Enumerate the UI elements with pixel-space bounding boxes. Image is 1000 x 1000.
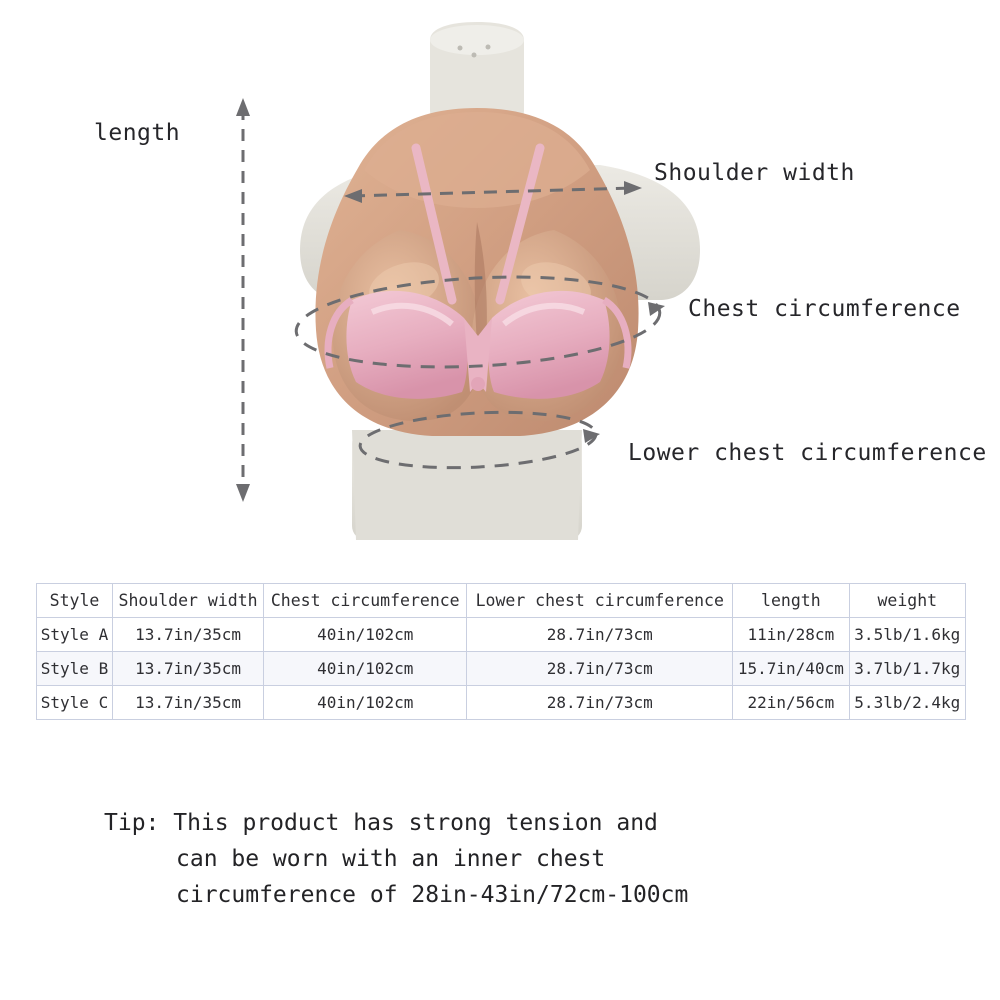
table-header-row (37, 584, 966, 618)
label-lower-chest-circumference: Lower chest circumference (628, 440, 987, 466)
column-header-lowerchest: Lower chest circumference (467, 584, 733, 618)
cell-shoulder: 13.7in/35cm (112, 652, 263, 686)
label-length: length (94, 120, 181, 146)
column-header-shoulder: Shoulder width (112, 584, 263, 618)
cell-lowerchest: 28.7in/73cm (467, 686, 733, 720)
table-row (37, 686, 966, 720)
table-row (37, 652, 966, 686)
cell-chest: 40in/102cm (264, 652, 467, 686)
cell-style: Style C (37, 686, 113, 720)
cell-length: 22in/56cm (733, 686, 849, 720)
cell-chest: 40in/102cm (264, 618, 467, 652)
column-header-style: Style (37, 584, 113, 618)
label-shoulder-width: Shoulder width (654, 160, 855, 186)
column-header-weight: weight (849, 584, 965, 618)
tip-line-3: circumference of 28in-43in/72cm-100cm (176, 882, 689, 908)
size-specification-table (36, 583, 966, 720)
table-row (37, 618, 966, 652)
cell-style: Style B (37, 652, 113, 686)
cell-weight: 3.5lb/1.6kg (849, 618, 965, 652)
cell-shoulder: 13.7in/35cm (112, 618, 263, 652)
label-chest-circumference: Chest circumference (688, 296, 961, 322)
cell-chest: 40in/102cm (264, 686, 467, 720)
cell-style: Style A (37, 618, 113, 652)
tip-line-1: Tip: This product has strong tension and (104, 810, 658, 836)
cell-lowerchest: 28.7in/73cm (467, 652, 733, 686)
tip-note (104, 805, 924, 913)
cell-length: 15.7in/40cm (733, 652, 849, 686)
cell-weight: 3.7lb/1.7kg (849, 652, 965, 686)
column-header-chest: Chest circumference (264, 584, 467, 618)
cell-lowerchest: 28.7in/73cm (467, 618, 733, 652)
cell-weight: 5.3lb/2.4kg (849, 686, 965, 720)
cell-length: 11in/28cm (733, 618, 849, 652)
length-measure-line (236, 98, 250, 502)
column-header-length: length (733, 584, 849, 618)
cell-shoulder: 13.7in/35cm (112, 686, 263, 720)
tip-line-2: can be worn with an inner chest (176, 846, 606, 872)
